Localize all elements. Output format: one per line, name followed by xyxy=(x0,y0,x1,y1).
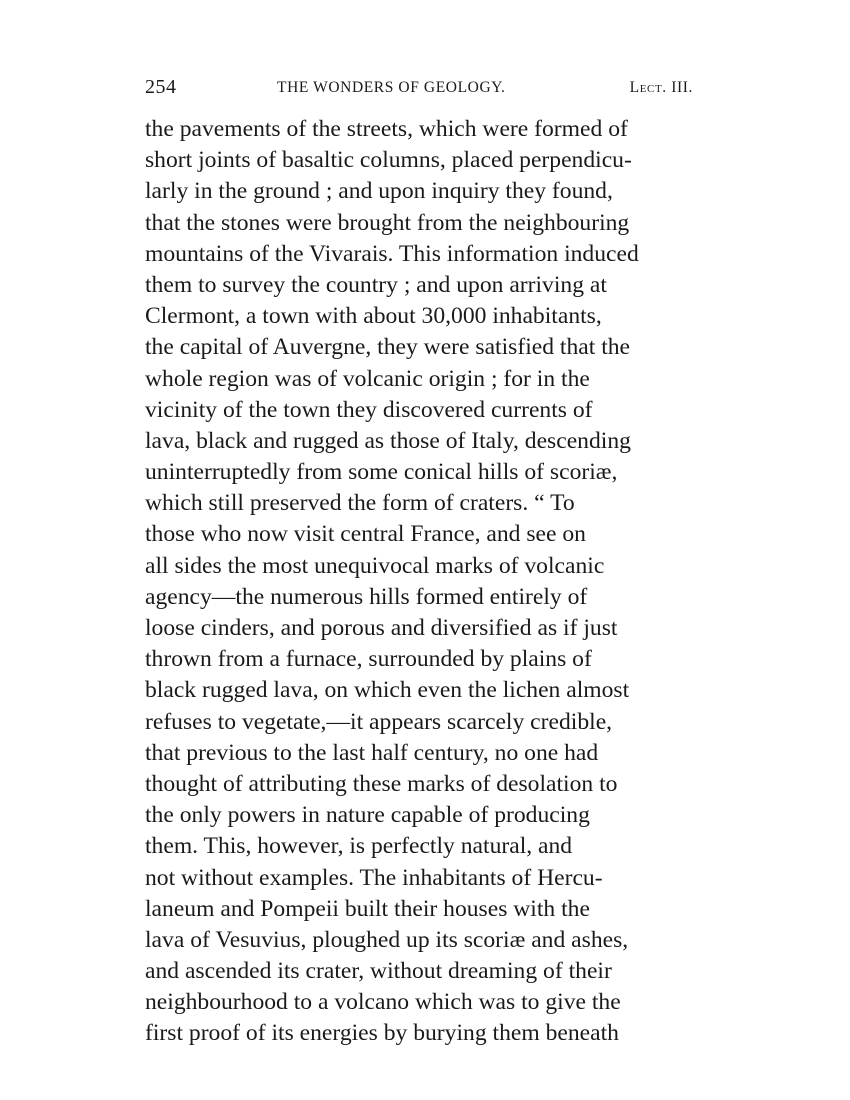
text-line: neighbourhood to a volcano which was to give the xyxy=(145,989,621,1016)
text-line: Clermont, a town with about 30,000 inhabitants, xyxy=(145,303,602,330)
text-line: laneum and Pompeii built their houses with the xyxy=(145,895,590,922)
text-line: thought of attributing these marks of desolation to xyxy=(145,770,618,797)
text-line: whole region was of volcanic origin ; for in the xyxy=(145,365,590,392)
text-line: those who now visit central France, and see on xyxy=(145,521,586,548)
text-line: uninterruptedly from some conical hills of scoriæ, xyxy=(145,459,618,486)
text-line: first proof of its energies by burying them beneath xyxy=(145,1020,619,1047)
text-line: and ascended its crater, without dreaming of their xyxy=(145,958,612,985)
text-line: all sides the most unequivocal marks of volcanic xyxy=(145,552,605,579)
running-header xyxy=(145,76,693,100)
text-line: lava, black and rugged as those of Italy, descending xyxy=(145,427,631,454)
body-text xyxy=(145,114,693,1050)
text-line: the capital of Auvergne, they were satisfied that the xyxy=(145,334,631,361)
running-title: THE WONDERS OF GEOLOGY. xyxy=(277,79,506,96)
text-line: vicinity of the town they discovered currents of xyxy=(145,396,593,423)
text-line: short joints of basaltic columns, placed perpendicu- xyxy=(145,147,632,174)
text-line: them to survey the country ; and upon arriving at xyxy=(145,271,607,298)
text-line: refuses to vegetate,—it appears scarcely credible, xyxy=(145,708,613,735)
text-line: that the stones were brought from the neighbouring xyxy=(145,209,630,236)
text-line: which still preserved the form of craters. “ To xyxy=(145,490,575,517)
text-line: thrown from a furnace, surrounded by plains of xyxy=(145,646,592,673)
lecture-label: Lect. III. xyxy=(629,79,693,96)
text-line: black rugged lava, on which even the lichen almost xyxy=(145,677,630,704)
text-line: the pavements of the streets, which were formed of xyxy=(145,116,628,142)
text-line: not without examples. The inhabitants of Hercu- xyxy=(145,864,603,891)
text-line: the only powers in nature capable of producing xyxy=(145,802,590,829)
text-line: them. This, however, is perfectly natural, and xyxy=(145,833,573,860)
page-number: 254 xyxy=(145,76,177,98)
text-line: that previous to the last half century, no one had xyxy=(145,739,599,766)
text-line: agency—the numerous hills formed entirely of xyxy=(145,583,588,610)
text-line: mountains of the Vivarais. This information induced xyxy=(145,240,639,267)
text-line: loose cinders, and porous and diversified as if just xyxy=(145,615,618,641)
text-line: lava of Vesuvius, ploughed up its scoriæ and ashes, xyxy=(145,926,629,953)
text-line: larly in the ground ; and upon inquiry they found, xyxy=(145,178,613,205)
